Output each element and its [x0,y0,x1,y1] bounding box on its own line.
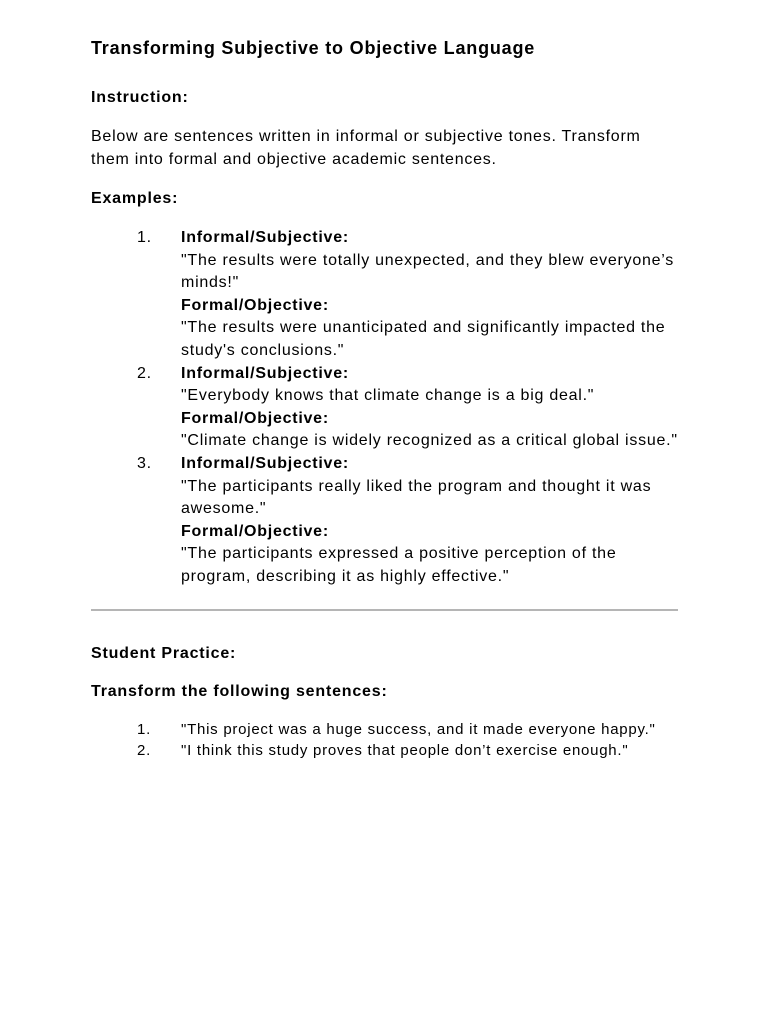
section-divider [91,609,678,611]
practice-number: 2. [137,741,152,759]
formal-sentence: "Climate change is widely recognized as a critical global issue." [181,432,678,450]
example-item [91,363,681,453]
practice-instruction: Transform the following sentences: [91,682,388,700]
practice-item [91,719,686,740]
practice-heading: Student Practice: [91,644,237,662]
practice-list [91,719,678,761]
practice-sentence: "This project was a huge success, and it made everyone happy." [181,720,656,738]
practice-sentence: "I think this study proves that people don’t exercise enough." [181,741,629,759]
document-title: Transforming Subjective to Objective Language [91,38,536,58]
example-number: 1. [137,229,152,246]
example-number: 3. [137,454,152,472]
practice-number: 1. [137,720,152,738]
formal-sentence: "The participants expressed a positive perception of the program, describing it as highly effective." [181,545,617,585]
instruction-text: Below are sentences written in informal or subjective tones. Transform them into formal and objective academic sentences. [91,128,641,168]
informal-label: Informal/Subjective: [181,364,349,382]
informal-sentence: "Everybody knows that climate change is a big deal." [181,387,595,405]
informal-sentence: "The results were totally unexpected, and they blew everyone’s minds!" [181,251,675,292]
informal-label: Informal/Subjective: [181,454,349,472]
instruction-heading: Instruction: [91,89,189,106]
formal-sentence: "The results were unanticipated and significantly impacted the study's conclusions." [181,319,666,359]
formal-label: Formal/Objective: [181,296,329,314]
example-number: 2. [137,364,152,382]
formal-label: Formal/Objective: [181,409,329,427]
formal-label: Formal/Objective: [181,522,329,540]
examples-list [91,227,678,589]
informal-label: Informal/Subjective: [181,229,349,246]
example-item [91,227,681,363]
informal-sentence: "The participants really liked the program and thought it was awesome." [181,477,652,518]
practice-item [91,740,686,761]
examples-heading: Examples: [91,190,179,207]
example-item [91,453,681,589]
